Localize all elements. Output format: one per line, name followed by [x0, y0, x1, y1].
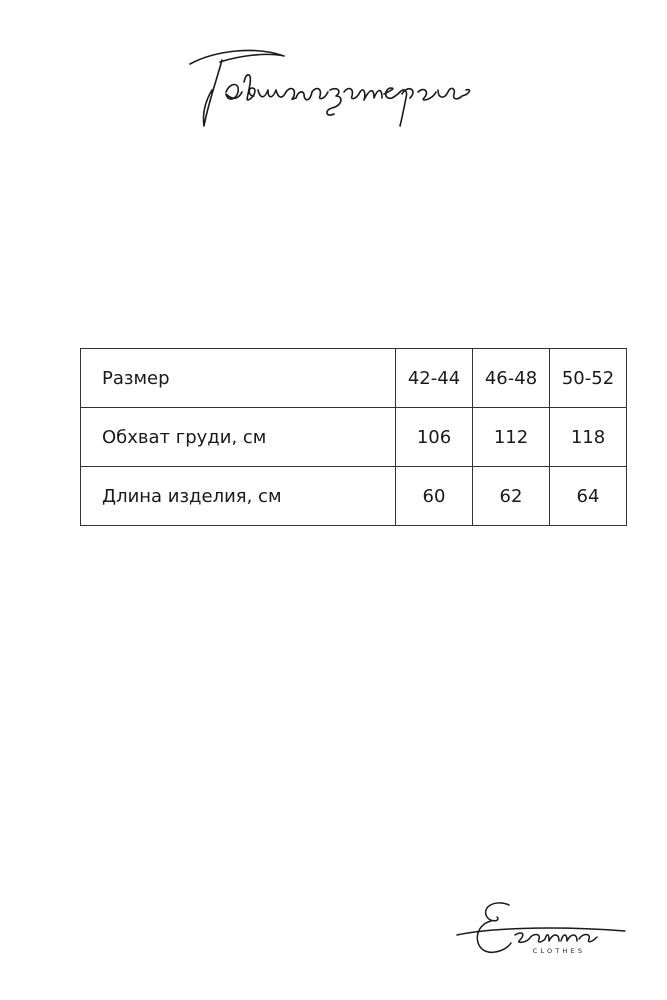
- table-cell: 112: [473, 408, 550, 467]
- size-chart-table: [80, 348, 627, 526]
- brand-logo: [455, 895, 635, 975]
- table-row: [81, 349, 627, 408]
- row-label: Длина изделия, см: [81, 467, 396, 526]
- table-cell: 62: [473, 467, 550, 526]
- brand-tagline: [533, 947, 586, 955]
- table-cell: 64: [550, 467, 627, 526]
- brand-logo-graphic: [455, 895, 635, 975]
- table-cell: 60: [396, 467, 473, 526]
- row-label: Размер: [81, 349, 396, 408]
- table-cell: 42-44: [396, 349, 473, 408]
- table-cell: 46-48: [473, 349, 550, 408]
- table-cell: 106: [396, 408, 473, 467]
- handwritten-title-graphic: [186, 42, 486, 132]
- page-title: [186, 42, 486, 132]
- table-cell: 50-52: [550, 349, 627, 408]
- row-label: Обхват груди, см: [81, 408, 396, 467]
- table-row: [81, 467, 627, 526]
- table-cell: 118: [550, 408, 627, 467]
- table-row: [81, 408, 627, 467]
- svg-text:CLOTHES: CLOTHES: [532, 947, 586, 955]
